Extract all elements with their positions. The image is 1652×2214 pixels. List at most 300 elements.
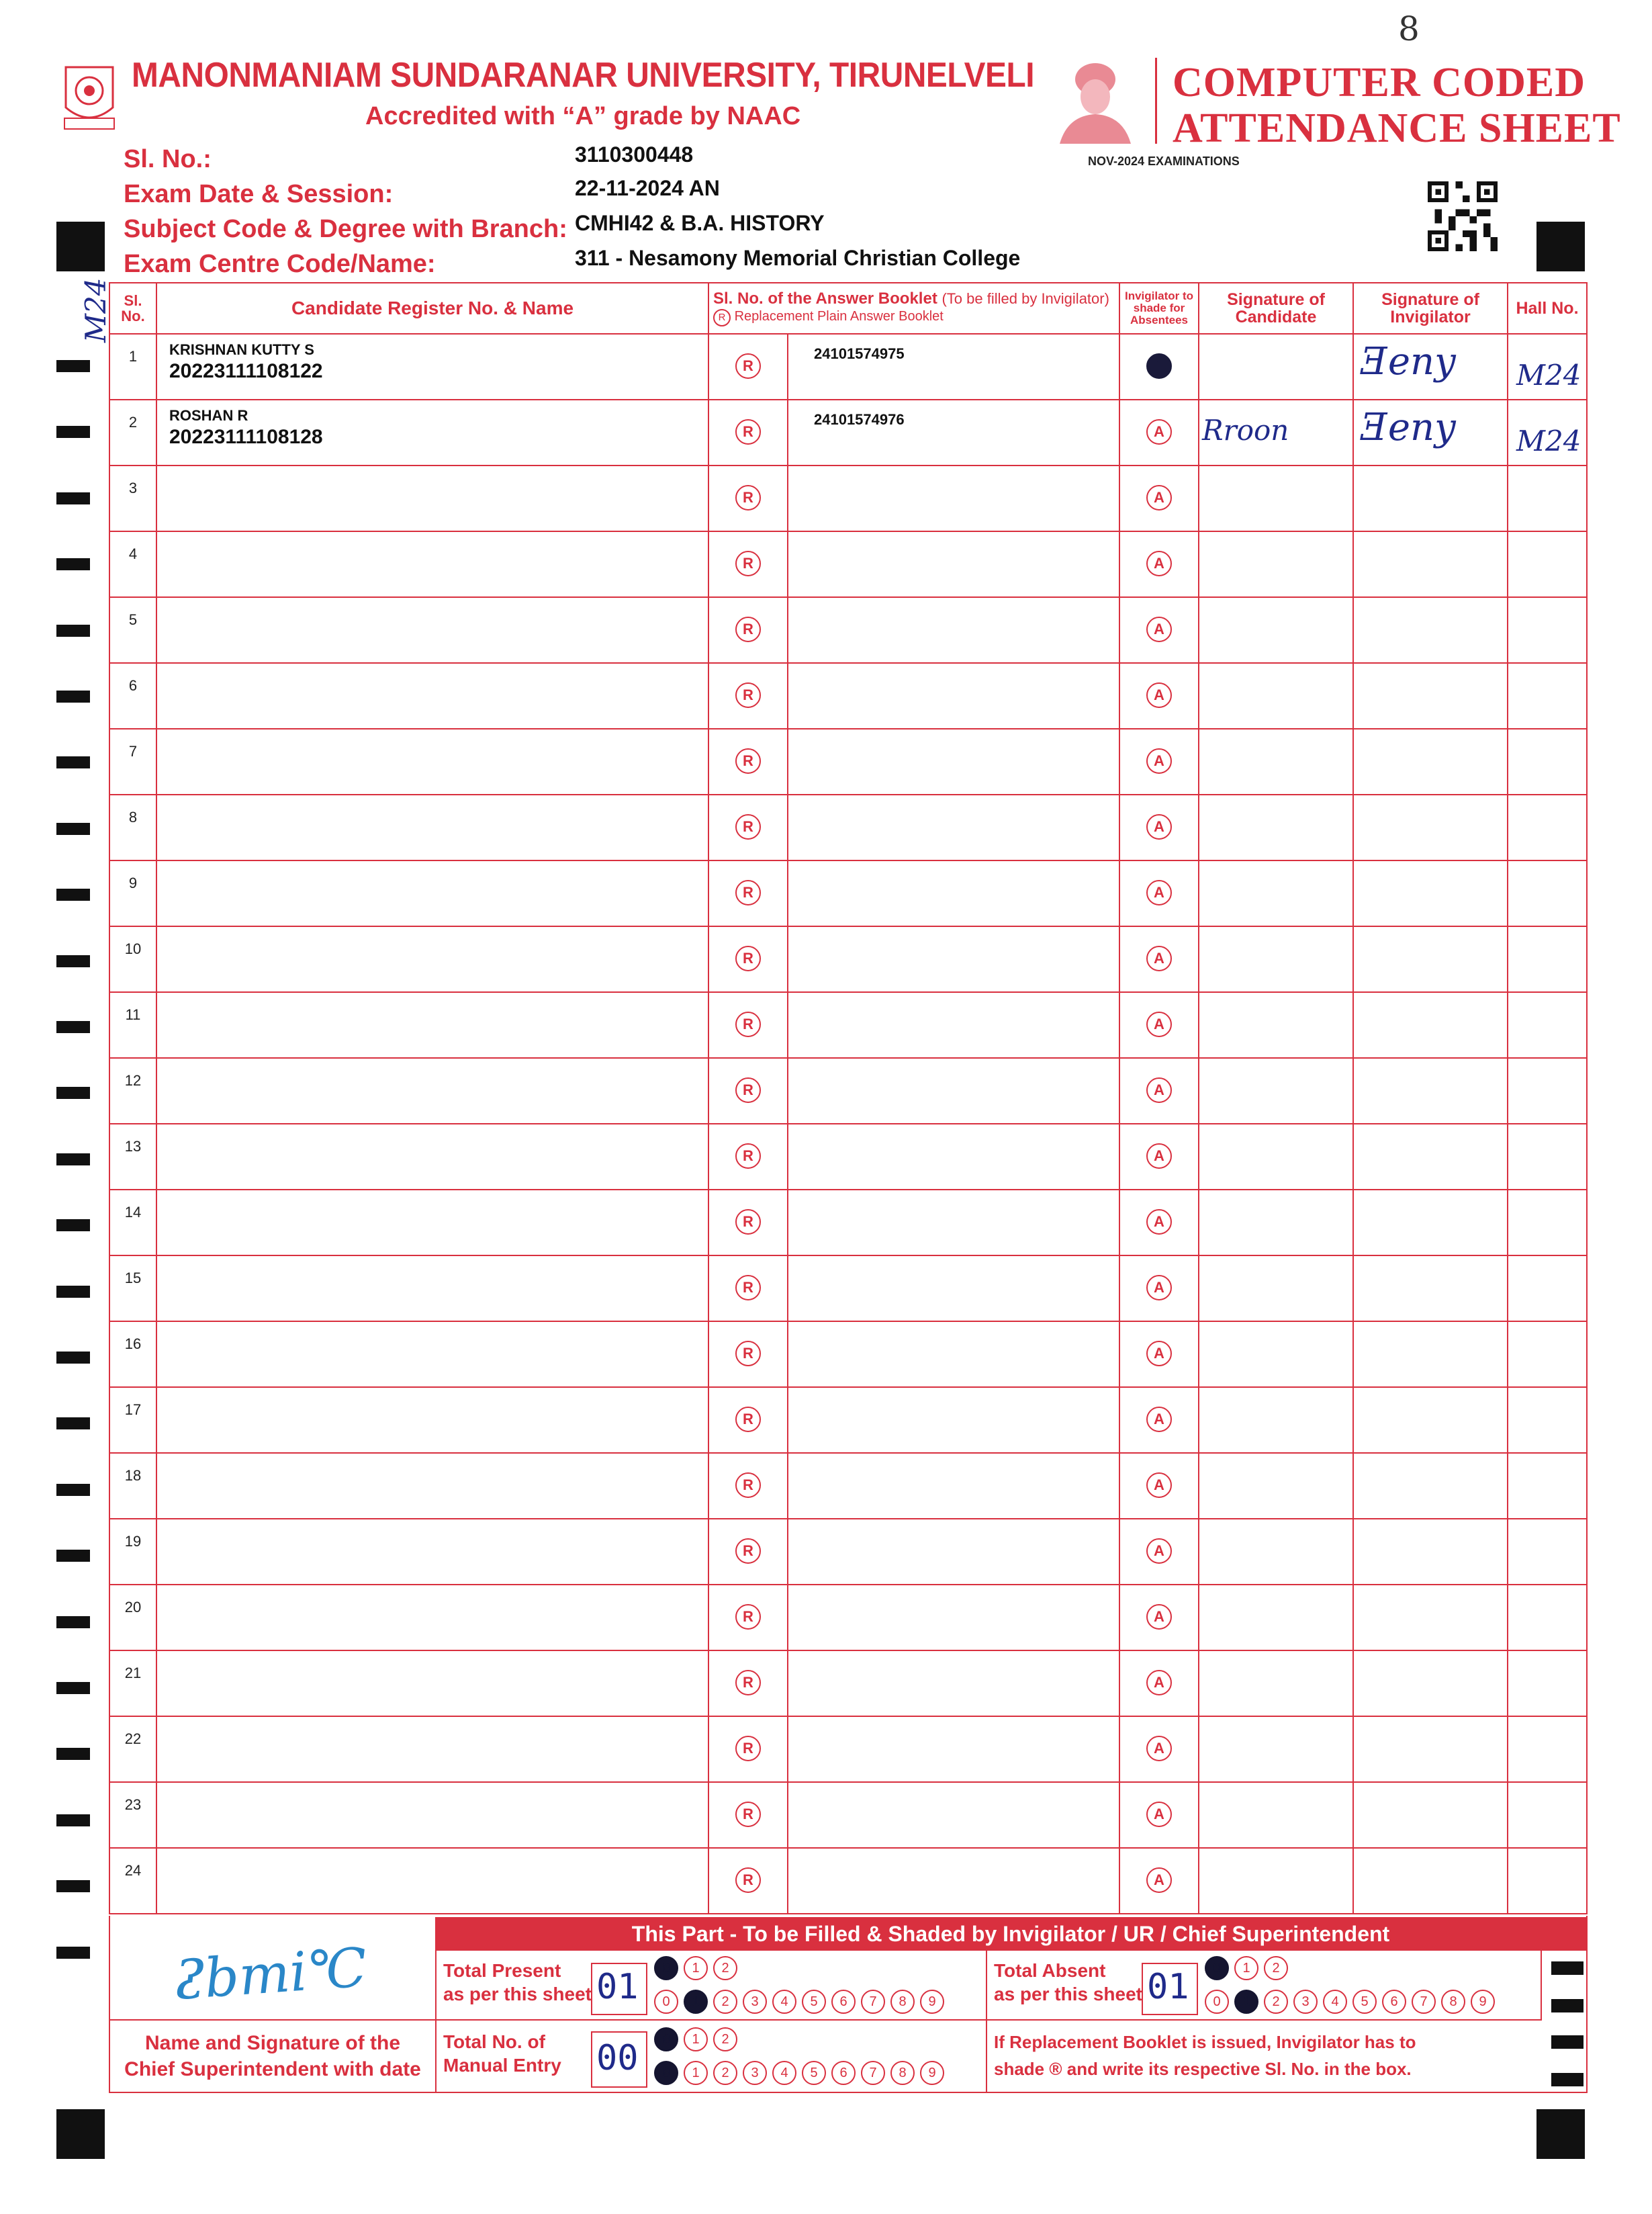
header-candidate: Candidate Register No. & Name xyxy=(156,283,708,334)
digit-bubble[interactable]: 8 xyxy=(890,2061,915,2085)
header-sl-no: Sl. No. xyxy=(109,283,156,334)
replacement-bubble[interactable]: R xyxy=(735,946,761,971)
row-sl-no: 10 xyxy=(124,940,142,957)
timing-mark xyxy=(56,360,90,372)
exam-date-value: 22-11-2024 AN xyxy=(575,176,720,200)
digit-bubble[interactable]: 0 xyxy=(1205,1990,1229,2014)
digit-bubble[interactable]: 2 xyxy=(1264,1990,1288,2014)
digit-bubble[interactable]: 3 xyxy=(743,2061,767,2085)
table-row xyxy=(109,1453,1587,1519)
digit-bubble[interactable]: 0 xyxy=(654,1990,678,2014)
replacement-bubble[interactable]: R xyxy=(735,1275,761,1300)
replacement-bubble[interactable]: R xyxy=(735,1341,761,1366)
hall-cell[interactable] xyxy=(1508,1848,1587,1914)
candidate-cell xyxy=(156,400,708,466)
row-sl-no: 24 xyxy=(124,1862,142,1879)
table-row xyxy=(109,663,1587,729)
row-sl-no: 18 xyxy=(124,1467,142,1484)
hall-cell[interactable] xyxy=(1508,531,1587,597)
digit-bubble[interactable]: 7 xyxy=(1412,1990,1436,2014)
booklet-cell[interactable] xyxy=(788,334,1119,400)
table-row xyxy=(109,992,1587,1058)
candidate-signature-cell[interactable] xyxy=(1199,860,1353,926)
candidate-signature-cell[interactable] xyxy=(1199,992,1353,1058)
invigilator-signature-cell[interactable] xyxy=(1353,992,1508,1058)
hall-cell[interactable] xyxy=(1508,1519,1587,1585)
digit-bubble[interactable]: 5 xyxy=(802,2061,826,2085)
hall-cell[interactable] xyxy=(1508,926,1587,992)
digit-bubble[interactable]: 3 xyxy=(1293,1990,1318,2014)
absentee-bubble[interactable]: A xyxy=(1146,617,1172,642)
total-absent-label-line2: as per this sheet xyxy=(994,1984,1142,2004)
candidate-cell xyxy=(156,597,708,663)
booklet-cell[interactable] xyxy=(788,860,1119,926)
invigilator-signature-cell[interactable] xyxy=(1353,1848,1508,1914)
hall-cell[interactable] xyxy=(1508,729,1587,795)
total-absent-label xyxy=(994,1959,1142,2006)
hall-cell[interactable] xyxy=(1508,1124,1587,1190)
invigilator-signature-cell[interactable] xyxy=(1353,1585,1508,1650)
replacement-bubble[interactable]: R xyxy=(735,1077,761,1103)
invigilator-signature-cell[interactable] xyxy=(1353,1782,1508,1848)
candidate-signature-cell[interactable] xyxy=(1199,795,1353,860)
booklet-number[interactable]: 24101574976 xyxy=(814,411,905,428)
hall-number: M24 xyxy=(1516,425,1581,457)
booklet-cell[interactable] xyxy=(788,795,1119,860)
replacement-bubble[interactable]: R xyxy=(735,1802,761,1827)
hall-cell[interactable] xyxy=(1508,1650,1587,1716)
replacement-bubble[interactable]: R xyxy=(735,353,761,379)
row-sl-no: 6 xyxy=(128,677,138,694)
absentee-bubble[interactable]: A xyxy=(1146,1012,1172,1037)
invigilator-signature-cell[interactable] xyxy=(1353,466,1508,531)
candidate-signature-cell[interactable] xyxy=(1199,1716,1353,1782)
absentee-bubble[interactable]: A xyxy=(1146,1341,1172,1366)
row-sl-no: 23 xyxy=(124,1796,142,1813)
digit-bubble[interactable]: 1 xyxy=(1234,1956,1258,1980)
candidate-signature-cell[interactable] xyxy=(1199,597,1353,663)
digit-bubble[interactable]: 3 xyxy=(743,1990,767,2014)
candidate-cell xyxy=(156,729,708,795)
table-row xyxy=(109,1124,1587,1190)
timing-mark xyxy=(56,1947,90,1959)
candidate-cell xyxy=(156,1519,708,1585)
absentee-bubble[interactable]: A xyxy=(1146,1538,1172,1564)
booklet-number[interactable]: 24101574975 xyxy=(814,345,905,362)
hall-cell[interactable] xyxy=(1508,597,1587,663)
candidate-signature-cell[interactable] xyxy=(1199,1190,1353,1255)
candidate-signature-cell[interactable] xyxy=(1199,729,1353,795)
candidate-signature-cell[interactable] xyxy=(1199,400,1353,466)
candidate-signature-cell[interactable] xyxy=(1199,1321,1353,1387)
timing-mark xyxy=(56,625,90,637)
chief-label-line2: Chief Superintendent with date xyxy=(124,2058,421,2080)
candidate-name: ROSHAN R xyxy=(169,407,248,424)
hall-cell[interactable] xyxy=(1508,1190,1587,1255)
timing-mark xyxy=(56,426,90,438)
header-sig-invigilator: Signature of Invigilator xyxy=(1353,283,1508,334)
replacement-bubble[interactable]: R xyxy=(735,814,761,840)
candidate-signature-cell[interactable] xyxy=(1199,1058,1353,1124)
digit-bubble[interactable]: 0 xyxy=(654,1956,678,1980)
invigilator-signature-cell[interactable] xyxy=(1353,729,1508,795)
table-row xyxy=(109,729,1587,795)
candidate-cell xyxy=(156,663,708,729)
candidate-signature-cell[interactable] xyxy=(1199,1782,1353,1848)
timing-mark xyxy=(1536,2109,1585,2159)
digit-bubble[interactable]: 2 xyxy=(713,1956,737,1980)
booklet-cell[interactable] xyxy=(788,663,1119,729)
replacement-bubble[interactable]: R xyxy=(735,1209,761,1235)
manual-entry-label-line1: Total No. of xyxy=(443,2031,545,2052)
replacement-bubble[interactable]: R xyxy=(735,485,761,511)
table-row xyxy=(109,400,1587,466)
row-sl-no: 8 xyxy=(128,809,138,826)
candidate-cell xyxy=(156,1255,708,1321)
timing-mark xyxy=(56,558,90,570)
digit-bubble[interactable]: 1 xyxy=(1234,1990,1258,2014)
timing-mark xyxy=(56,1417,90,1429)
booklet-cell[interactable] xyxy=(788,1585,1119,1650)
absentee-bubble[interactable]: A xyxy=(1146,880,1172,905)
replacement-note xyxy=(994,2029,1416,2083)
candidate-cell xyxy=(156,1387,708,1453)
timing-mark xyxy=(56,889,90,901)
digit-bubble[interactable]: 1 xyxy=(684,1956,708,1980)
absentee-bubble[interactable]: A xyxy=(1146,1802,1172,1827)
candidate-cell xyxy=(156,334,708,400)
invigilator-signature-cell[interactable] xyxy=(1353,531,1508,597)
invigilator-signature-cell[interactable] xyxy=(1353,1453,1508,1519)
hall-cell[interactable] xyxy=(1508,795,1587,860)
table-row xyxy=(109,597,1587,663)
absentee-bubble[interactable]: A xyxy=(1146,682,1172,708)
digit-bubble[interactable]: 9 xyxy=(1471,1990,1495,2014)
timing-mark xyxy=(56,2109,105,2159)
candidate-cell xyxy=(156,1321,708,1387)
total-present-label xyxy=(443,1959,592,2006)
replacement-bubble[interactable]: R xyxy=(735,1407,761,1432)
digit-bubble[interactable]: 5 xyxy=(802,1990,826,2014)
invigilator-signature-cell[interactable] xyxy=(1353,1124,1508,1190)
centre-value: 311 - Nesamony Memorial Christian College xyxy=(575,246,1021,270)
candidate-signature-cell[interactable] xyxy=(1199,466,1353,531)
hall-cell[interactable] xyxy=(1508,1782,1587,1848)
manual-entry-units-bubbles xyxy=(654,2061,944,2085)
booklet-cell[interactable] xyxy=(788,1519,1119,1585)
hall-cell[interactable] xyxy=(1508,860,1587,926)
digit-bubble[interactable]: 6 xyxy=(831,1990,856,2014)
replacement-bubble[interactable]: R xyxy=(735,682,761,708)
booklet-cell[interactable] xyxy=(788,531,1119,597)
timing-mark xyxy=(1536,222,1585,271)
hall-cell[interactable] xyxy=(1508,663,1587,729)
invigilator-signature-cell[interactable] xyxy=(1353,1519,1508,1585)
timing-mark xyxy=(56,1550,90,1562)
table-row xyxy=(109,531,1587,597)
subject-label: Subject Code & Degree with Branch: xyxy=(124,215,567,243)
candidate-signature-cell[interactable] xyxy=(1199,1387,1353,1453)
invigilator-signature-cell[interactable] xyxy=(1353,860,1508,926)
margin-note-handwriting: M24 xyxy=(79,277,112,343)
table-row xyxy=(109,1387,1587,1453)
candidate-cell xyxy=(156,1716,708,1782)
invigilator-signature-cell[interactable] xyxy=(1353,1650,1508,1716)
absentee-bubble[interactable]: A xyxy=(1146,1143,1172,1169)
invigilator-signature-cell[interactable] xyxy=(1353,795,1508,860)
hall-cell[interactable] xyxy=(1508,1321,1587,1387)
manual-entry-tens-bubbles xyxy=(654,2027,737,2051)
timing-mark xyxy=(56,492,90,504)
candidate-cell xyxy=(156,926,708,992)
timing-mark xyxy=(56,1219,90,1231)
absentee-bubble[interactable]: A xyxy=(1146,1604,1172,1630)
digit-bubble[interactable]: 1 xyxy=(684,2061,708,2085)
invigilator-signature-cell[interactable] xyxy=(1353,1716,1508,1782)
manual-entry-label-line2: Manual Entry xyxy=(443,2055,561,2076)
candidate-signature-cell[interactable] xyxy=(1199,926,1353,992)
candidate-signature-cell[interactable] xyxy=(1199,1453,1353,1519)
replacement-bubble[interactable]: R xyxy=(735,748,761,774)
table-row xyxy=(109,334,1587,400)
timing-mark xyxy=(56,955,90,967)
hall-cell[interactable] xyxy=(1508,1058,1587,1124)
invigilator-signature-cell[interactable] xyxy=(1353,926,1508,992)
hall-cell[interactable] xyxy=(1508,1453,1587,1519)
total-absent-label-line1: Total Absent xyxy=(994,1960,1106,1981)
sl-no-label: Sl. No.: xyxy=(124,145,212,173)
candidate-cell xyxy=(156,1650,708,1716)
invigilator-signature-cell[interactable] xyxy=(1353,1255,1508,1321)
absentee-bubble[interactable]: A xyxy=(1146,1736,1172,1761)
timing-mark xyxy=(1551,1961,1584,1975)
booklet-cell[interactable] xyxy=(788,1387,1119,1453)
invigilator-signature-cell[interactable] xyxy=(1353,1321,1508,1387)
replacement-bubble[interactable]: R xyxy=(735,551,761,576)
digit-bubble[interactable]: 1 xyxy=(684,1990,708,2014)
total-absent-units-bubbles xyxy=(1205,1990,1495,2014)
total-present-units-bubbles xyxy=(654,1990,944,2014)
total-absent-value: 01 xyxy=(1147,1967,1189,2007)
hall-cell[interactable] xyxy=(1508,1716,1587,1782)
booklet-cell[interactable] xyxy=(788,400,1119,466)
booklet-cell[interactable] xyxy=(788,466,1119,531)
qr-code xyxy=(1428,181,1498,251)
hall-cell[interactable] xyxy=(1508,1387,1587,1453)
booklet-cell[interactable] xyxy=(788,1453,1119,1519)
digit-bubble[interactable]: 0 xyxy=(654,2061,678,2085)
row-sl-no: 7 xyxy=(128,743,138,760)
booklet-cell[interactable] xyxy=(788,1321,1119,1387)
candidate-register-no: 20223111108122 xyxy=(169,360,323,382)
absentee-bubble[interactable]: A xyxy=(1146,814,1172,840)
candidate-signature-cell[interactable] xyxy=(1199,1585,1353,1650)
table-row xyxy=(109,1519,1587,1585)
digit-bubble[interactable]: 1 xyxy=(684,2027,708,2051)
digit-bubble[interactable]: 2 xyxy=(713,2027,737,2051)
hall-cell[interactable] xyxy=(1508,1585,1587,1650)
row-sl-no: 2 xyxy=(128,414,138,431)
booklet-cell[interactable] xyxy=(788,729,1119,795)
absentee-bubble[interactable]: A xyxy=(1146,748,1172,774)
booklet-cell[interactable] xyxy=(788,597,1119,663)
candidate-signature-cell[interactable] xyxy=(1199,1124,1353,1190)
replacement-bubble[interactable]: R xyxy=(735,1538,761,1564)
row-sl-no: 16 xyxy=(124,1335,142,1352)
invigilator-signature-cell[interactable] xyxy=(1353,1190,1508,1255)
replacement-bubble[interactable]: R xyxy=(735,1736,761,1761)
candidate-cell xyxy=(156,1782,708,1848)
candidate-signature-cell[interactable] xyxy=(1199,531,1353,597)
invigilator-signature-cell[interactable] xyxy=(1353,663,1508,729)
invigilator-signature-cell[interactable] xyxy=(1353,597,1508,663)
digit-bubble[interactable]: 6 xyxy=(1382,1990,1406,2014)
replacement-bubble[interactable]: R xyxy=(735,880,761,905)
row-sl-no: 9 xyxy=(128,875,138,891)
replacement-bubble[interactable]: R xyxy=(735,1012,761,1037)
booklet-cell[interactable] xyxy=(788,992,1119,1058)
absentee-bubble[interactable]: A xyxy=(1146,1077,1172,1103)
digit-bubble[interactable]: 9 xyxy=(920,2061,944,2085)
candidate-signature-cell[interactable] xyxy=(1199,663,1353,729)
absentee-bubble[interactable]: A xyxy=(1146,1867,1172,1893)
candidate-signature-cell[interactable] xyxy=(1199,1519,1353,1585)
exam-date-label: Exam Date & Session: xyxy=(124,180,394,208)
table-row xyxy=(109,860,1587,926)
absentee-bubble[interactable]: A xyxy=(1146,1670,1172,1695)
candidate-signature-cell[interactable] xyxy=(1199,1848,1353,1914)
hall-cell[interactable] xyxy=(1508,992,1587,1058)
digit-bubble[interactable]: 2 xyxy=(713,1990,737,2014)
digit-bubble[interactable]: 2 xyxy=(713,2061,737,2085)
booklet-cell[interactable] xyxy=(788,1848,1119,1914)
booklet-cell[interactable] xyxy=(788,1650,1119,1716)
replacement-bubble[interactable]: R xyxy=(735,1604,761,1630)
hall-cell[interactable] xyxy=(1508,1255,1587,1321)
absentee-bubble[interactable]: A xyxy=(1146,1275,1172,1300)
candidate-cell xyxy=(156,1124,708,1190)
header-divider xyxy=(1155,58,1157,144)
booklet-cell[interactable] xyxy=(788,1782,1119,1848)
timing-mark xyxy=(56,1484,90,1496)
digit-bubble[interactable]: 4 xyxy=(1323,1990,1347,2014)
digit-bubble[interactable]: 9 xyxy=(920,1990,944,2014)
row-sl-no: 14 xyxy=(124,1204,142,1221)
digit-bubble[interactable]: 8 xyxy=(1441,1990,1465,2014)
absentee-bubble[interactable]: A xyxy=(1146,353,1172,379)
candidate-signature-cell[interactable] xyxy=(1199,1650,1353,1716)
timing-mark xyxy=(56,1682,90,1694)
booklet-cell[interactable] xyxy=(788,1124,1119,1190)
candidate-cell xyxy=(156,1190,708,1255)
hall-cell[interactable] xyxy=(1508,466,1587,531)
digit-bubble[interactable]: 5 xyxy=(1352,1990,1377,2014)
candidate-cell xyxy=(156,1585,708,1650)
timing-mark xyxy=(56,1748,90,1760)
replacement-note-line1: If Replacement Booklet is issued, Invigilator has to xyxy=(994,2032,1416,2052)
absentee-bubble[interactable]: A xyxy=(1146,551,1172,576)
absentee-bubble[interactable]: A xyxy=(1146,1472,1172,1498)
absentee-bubble[interactable]: A xyxy=(1146,946,1172,971)
candidate-register-no: 20223111108128 xyxy=(169,426,323,448)
booklet-cell[interactable] xyxy=(788,1255,1119,1321)
total-present-label-line2: as per this sheet xyxy=(443,1984,592,2004)
digit-bubble[interactable]: 7 xyxy=(861,2061,885,2085)
accreditation: Accredited with “A” grade by NAAC xyxy=(365,102,801,130)
booklet-cell[interactable] xyxy=(788,926,1119,992)
digit-bubble[interactable]: 4 xyxy=(772,2061,796,2085)
table-row xyxy=(109,1650,1587,1716)
digit-bubble[interactable]: 2 xyxy=(1264,1956,1288,1980)
row-sl-no: 1 xyxy=(128,348,138,365)
table-row xyxy=(109,1321,1587,1387)
timing-mark xyxy=(56,1087,90,1099)
table-row xyxy=(109,795,1587,860)
candidate-cell xyxy=(156,1453,708,1519)
digit-bubble[interactable]: 8 xyxy=(890,1990,915,2014)
timing-mark xyxy=(1551,2073,1584,2086)
booklet-cell[interactable] xyxy=(788,1716,1119,1782)
replacement-bubble[interactable]: R xyxy=(735,1867,761,1893)
replacement-bubble[interactable]: R xyxy=(735,1670,761,1695)
absentee-bubble[interactable]: A xyxy=(1146,1407,1172,1432)
candidate-signature-cell[interactable] xyxy=(1199,334,1353,400)
absentee-bubble[interactable]: A xyxy=(1146,485,1172,511)
candidate-name: KRISHNAN KUTTY S xyxy=(169,341,314,358)
booklet-cell[interactable] xyxy=(788,1058,1119,1124)
row-sl-no: 21 xyxy=(124,1665,142,1681)
chief-divider xyxy=(435,1951,437,2092)
candidate-signature: Rroon xyxy=(1202,414,1289,447)
candidate-cell xyxy=(156,1848,708,1914)
invigilator-signature-cell[interactable] xyxy=(1353,400,1508,466)
timing-mark xyxy=(1551,1999,1584,2012)
digit-bubble[interactable]: 0 xyxy=(654,2027,678,2051)
corner-number: 8 xyxy=(1398,9,1420,48)
header-sig-candidate: Signature of Candidate xyxy=(1199,283,1353,334)
absentee-bubble[interactable]: A xyxy=(1146,1209,1172,1235)
booklet-cell[interactable] xyxy=(788,1190,1119,1255)
timing-mark xyxy=(56,1616,90,1628)
header-booklet-sub: Replacement Plain Answer Booklet xyxy=(734,309,944,324)
candidate-signature-cell[interactable] xyxy=(1199,1255,1353,1321)
replacement-bubble[interactable]: R xyxy=(735,1472,761,1498)
replacement-bubble[interactable]: R xyxy=(735,419,761,445)
hall-cell[interactable] xyxy=(1508,334,1587,400)
invigilator-signature-cell[interactable] xyxy=(1353,1058,1508,1124)
attendance-table xyxy=(109,282,1588,1914)
sheet-title-line1: COMPUTER CODED xyxy=(1173,60,1586,105)
invigilator-signature-cell[interactable] xyxy=(1353,334,1508,400)
table-row xyxy=(109,1190,1587,1255)
replacement-bubble[interactable]: R xyxy=(735,617,761,642)
hall-cell[interactable] xyxy=(1508,400,1587,466)
digit-bubble[interactable]: 7 xyxy=(861,1990,885,2014)
table-row xyxy=(109,466,1587,531)
replacement-bubble[interactable]: R xyxy=(735,1143,761,1169)
digit-bubble[interactable]: 6 xyxy=(831,2061,856,2085)
timing-mark xyxy=(1551,2035,1584,2049)
invigilator-signature-cell[interactable] xyxy=(1353,1387,1508,1453)
sheet-title-line2: ATTENDANCE SHEET xyxy=(1173,105,1621,151)
absentee-bubble[interactable]: A xyxy=(1146,419,1172,445)
digit-bubble[interactable]: 4 xyxy=(772,1990,796,2014)
chief-superintendent-signature: ᴤbmi℃ xyxy=(174,1936,369,2012)
table-row xyxy=(109,1782,1587,1848)
digit-bubble[interactable]: 0 xyxy=(1205,1956,1229,1980)
chief-label-line1: Name and Signature of the xyxy=(144,2032,401,2054)
total-present-tens-bubbles xyxy=(654,1956,737,1980)
